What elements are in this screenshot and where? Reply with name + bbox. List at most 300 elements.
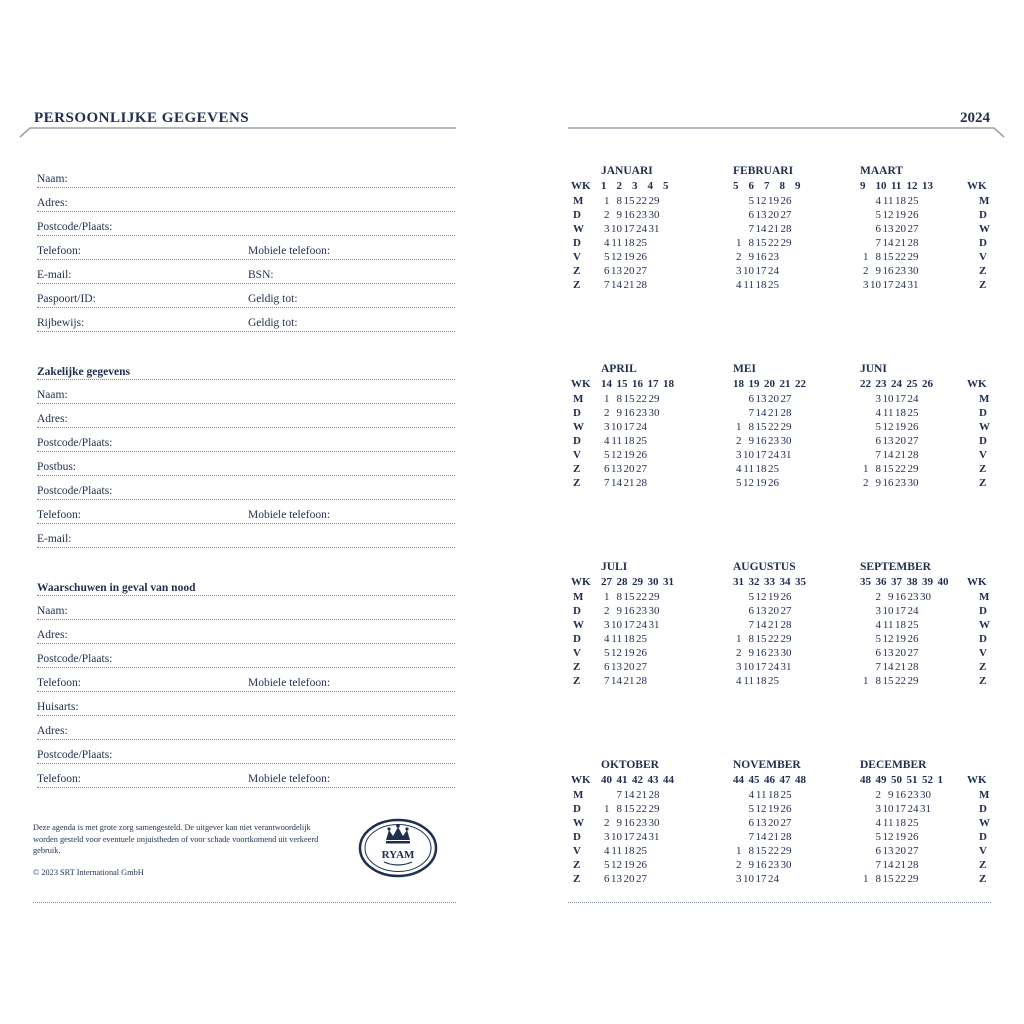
field-label: Postcode/Plaats:	[37, 653, 113, 665]
day-row	[597, 251, 660, 263]
day-number: 6	[875, 435, 881, 447]
week-number: 50	[891, 774, 902, 786]
day-number: 1	[736, 845, 742, 857]
day-row	[856, 195, 919, 207]
week-numbers	[601, 180, 679, 192]
day-number: 18	[623, 845, 635, 857]
form-field[interactable]	[37, 309, 455, 332]
day-number: 1	[736, 237, 742, 249]
day-number: 9	[875, 477, 881, 489]
day-number: 14	[882, 661, 894, 673]
day-number: 15	[755, 845, 767, 857]
week-number: 3	[632, 180, 638, 192]
field-label-secondary: Mobiele telefoon:	[248, 245, 331, 257]
week-number: 48	[860, 774, 871, 786]
form-field[interactable]	[37, 405, 455, 428]
week-number: 20	[764, 378, 775, 390]
form-field[interactable]	[37, 621, 455, 644]
day-number: 18	[623, 237, 635, 249]
day-row	[729, 633, 792, 645]
week-number: 39	[922, 576, 933, 588]
form-field[interactable]	[37, 669, 455, 692]
day-number: 7	[748, 619, 754, 631]
day-number: 30	[648, 817, 660, 829]
day-row	[856, 605, 931, 617]
day-number: 27	[780, 393, 792, 405]
day-number: 5	[875, 421, 881, 433]
day-number: 3	[736, 661, 742, 673]
day-number: 13	[755, 605, 767, 617]
week-numbers	[601, 378, 679, 390]
field-label: Postbus:	[37, 461, 76, 473]
day-number: 14	[755, 223, 767, 235]
day-row	[729, 463, 792, 475]
day-number: 22	[895, 463, 906, 475]
day-number: 22	[768, 845, 779, 857]
day-row	[597, 449, 660, 461]
week-number: 15	[616, 378, 628, 390]
day-number: 2	[736, 251, 742, 263]
day-number: 28	[780, 619, 792, 631]
day-number: 3	[875, 605, 881, 617]
day-number: 14	[755, 831, 767, 843]
day-row	[729, 279, 792, 291]
day-number: 28	[636, 477, 647, 489]
week-number: 31	[733, 576, 744, 588]
week-number: 14	[601, 378, 612, 390]
day-label: W	[573, 619, 584, 631]
day-number: 31	[780, 661, 792, 673]
day-number: 3	[863, 279, 869, 291]
field-label: Adres:	[37, 197, 68, 209]
day-label: Z	[573, 265, 581, 277]
day-number: 15	[755, 421, 767, 433]
day-number: 28	[780, 831, 792, 843]
week-number: 32	[748, 576, 760, 588]
day-number: 19	[768, 195, 779, 207]
week-number: 34	[779, 576, 791, 588]
day-number: 21	[768, 407, 779, 419]
day-number: 19	[623, 449, 635, 461]
day-number: 26	[768, 477, 779, 489]
month-title: MAART	[860, 165, 904, 177]
day-row	[597, 831, 660, 843]
day-row	[729, 195, 792, 207]
day-number: 25	[636, 845, 647, 857]
day-number: 2	[604, 817, 610, 829]
day-row	[597, 265, 660, 277]
day-row	[856, 675, 931, 687]
day-number: 22	[768, 237, 779, 249]
day-row	[856, 223, 919, 235]
day-label: M	[573, 195, 584, 207]
field-label: Huisarts:	[37, 701, 79, 713]
day-number: 27	[907, 435, 919, 447]
day-number: 9	[616, 605, 622, 617]
week-number: 4	[647, 180, 653, 192]
day-number: 29	[780, 421, 792, 433]
day-number: 11	[611, 845, 622, 857]
day-number: 25	[907, 817, 919, 829]
day-number: 22	[768, 633, 779, 645]
day-row	[729, 223, 792, 235]
day-number: 15	[623, 591, 635, 603]
day-row	[597, 859, 660, 871]
day-number: 16	[882, 477, 894, 489]
week-number: 44	[663, 774, 674, 786]
form-field[interactable]	[37, 765, 455, 788]
form-field[interactable]	[37, 597, 455, 620]
day-number: 15	[623, 393, 635, 405]
day-number: 23	[636, 209, 647, 221]
day-number: 25	[636, 435, 647, 447]
day-row	[729, 591, 792, 603]
day-row	[856, 647, 931, 659]
day-number: 23	[895, 265, 906, 277]
day-number: 26	[636, 859, 647, 871]
day-number: 2	[736, 435, 742, 447]
day-row	[729, 789, 792, 801]
header-rule-right	[566, 126, 1006, 138]
day-row	[729, 817, 792, 829]
day-number: 5	[748, 803, 754, 815]
day-number: 10	[882, 605, 894, 617]
day-number: 5	[875, 831, 881, 843]
day-row	[597, 209, 660, 221]
day-number: 21	[768, 619, 779, 631]
day-label: Z	[573, 463, 581, 475]
day-number: 4	[736, 675, 742, 687]
day-number: 19	[895, 421, 906, 433]
day-number: 20	[895, 223, 906, 235]
day-number: 18	[755, 675, 767, 687]
day-number: 7	[748, 407, 754, 419]
day-number: 16	[623, 407, 635, 419]
day-number: 21	[895, 661, 906, 673]
day-number: 1	[863, 463, 869, 475]
day-number: 31	[648, 831, 660, 843]
day-label: M	[979, 393, 990, 405]
day-label: D	[573, 209, 581, 221]
day-number: 18	[895, 407, 906, 419]
form-field[interactable]	[37, 261, 455, 284]
month-title: OKTOBER	[601, 759, 659, 771]
day-row	[729, 831, 792, 843]
day-row	[856, 661, 931, 673]
day-row	[597, 789, 660, 801]
day-number: 16	[623, 817, 635, 829]
week-number: 35	[860, 576, 871, 588]
day-label: V	[573, 647, 581, 659]
day-label: W	[573, 223, 584, 235]
day-number: 1	[604, 393, 610, 405]
day-label: D	[573, 605, 581, 617]
day-row	[856, 859, 931, 871]
logo-text: RYAM	[381, 849, 415, 861]
form-field[interactable]	[37, 429, 455, 452]
day-number: 24	[907, 605, 919, 617]
day-number: 31	[907, 279, 919, 291]
day-number: 27	[780, 209, 792, 221]
day-number: 5	[604, 449, 610, 461]
day-number: 25	[768, 279, 779, 291]
day-row	[729, 265, 792, 277]
day-label: Z	[979, 675, 987, 687]
day-number: 12	[882, 831, 894, 843]
day-number: 17	[755, 265, 767, 277]
week-label: WK	[967, 180, 987, 192]
day-number: 2	[875, 591, 881, 603]
week-number: 52	[922, 774, 933, 786]
form-field[interactable]	[37, 285, 455, 308]
form-field[interactable]	[37, 165, 455, 188]
day-label: D	[979, 237, 987, 249]
day-number: 2	[863, 265, 869, 277]
day-number: 8	[875, 675, 881, 687]
day-number: 19	[623, 859, 635, 871]
day-number: 19	[895, 633, 906, 645]
day-number: 31	[648, 223, 660, 235]
day-number: 9	[748, 859, 754, 871]
day-row	[729, 619, 792, 631]
week-label: WK	[571, 576, 591, 588]
week-number: 6	[748, 180, 754, 192]
week-number: 46	[764, 774, 775, 786]
day-label: D	[573, 803, 581, 815]
day-number: 14	[882, 449, 894, 461]
day-row	[597, 223, 660, 235]
day-row	[729, 237, 792, 249]
day-number: 25	[636, 237, 647, 249]
day-row	[856, 237, 919, 249]
day-row	[597, 477, 660, 489]
day-number: 29	[648, 803, 660, 815]
header-rule-left	[18, 126, 458, 138]
week-label: WK	[571, 180, 591, 192]
day-number: 28	[907, 449, 919, 461]
day-number: 24	[636, 421, 647, 433]
week-number: 49	[875, 774, 887, 786]
month-title: DECEMBER	[860, 759, 927, 771]
day-number: 22	[895, 675, 906, 687]
week-number: 33	[764, 576, 775, 588]
day-number: 22	[636, 803, 647, 815]
day-number: 6	[604, 463, 610, 475]
form-field[interactable]	[37, 189, 455, 212]
day-number: 1	[863, 873, 869, 885]
day-number: 6	[875, 845, 881, 857]
form-field[interactable]	[37, 693, 455, 716]
form-field[interactable]	[37, 381, 455, 404]
day-label: D	[979, 605, 987, 617]
day-number: 2	[736, 859, 742, 871]
day-number: 14	[755, 407, 767, 419]
day-number: 3	[875, 803, 881, 815]
day-number: 21	[623, 477, 635, 489]
month-title: SEPTEMBER	[860, 561, 931, 573]
field-label: Postcode/Plaats:	[37, 485, 113, 497]
day-number: 17	[755, 661, 767, 673]
day-number: 27	[907, 845, 919, 857]
day-label: V	[979, 647, 987, 659]
day-row	[856, 789, 931, 801]
day-label: V	[573, 251, 581, 263]
day-number: 22	[895, 251, 906, 263]
day-number: 20	[895, 845, 906, 857]
day-number: 3	[736, 265, 742, 277]
crown-icon	[386, 824, 410, 843]
form-field[interactable]	[37, 717, 455, 740]
day-number: 6	[604, 873, 610, 885]
month-title: MEI	[733, 363, 756, 375]
day-number: 23	[636, 407, 647, 419]
day-number: 2	[604, 605, 610, 617]
day-number: 23	[907, 789, 919, 801]
day-number: 23	[636, 605, 647, 617]
day-number: 28	[780, 407, 792, 419]
day-number: 24	[636, 619, 647, 631]
week-number: 5	[733, 180, 739, 192]
week-number: 11	[891, 180, 902, 192]
day-number: 24	[768, 873, 779, 885]
form-field[interactable]	[37, 213, 455, 236]
day-number: 24	[768, 449, 779, 461]
day-number: 5	[748, 591, 754, 603]
day-number: 28	[636, 279, 647, 291]
day-label: M	[573, 393, 584, 405]
week-number: 16	[632, 378, 643, 390]
form-field[interactable]	[37, 525, 455, 548]
week-number: 37	[891, 576, 902, 588]
form-field[interactable]	[37, 237, 455, 260]
field-label: Telefoon:	[37, 509, 81, 521]
week-number: 29	[632, 576, 643, 588]
day-row	[597, 407, 660, 419]
day-number: 31	[648, 619, 660, 631]
day-number: 13	[611, 463, 622, 475]
week-number: 43	[647, 774, 659, 786]
day-number: 4	[604, 633, 610, 645]
week-number: 19	[748, 378, 760, 390]
week-number: 5	[663, 180, 669, 192]
week-number: 28	[616, 576, 628, 588]
week-numbers	[733, 180, 811, 192]
day-row	[856, 279, 919, 291]
field-label: Postcode/Plaats:	[37, 221, 113, 233]
day-label: Z	[573, 873, 581, 885]
day-number: 27	[636, 661, 647, 673]
day-number: 12	[882, 633, 894, 645]
field-label: Postcode/Plaats:	[37, 749, 113, 761]
week-number: 48	[795, 774, 806, 786]
day-number: 12	[882, 421, 894, 433]
day-number: 16	[755, 435, 767, 447]
day-number: 7	[748, 223, 754, 235]
day-number: 6	[604, 661, 610, 673]
day-number: 4	[748, 789, 754, 801]
day-number: 27	[907, 647, 919, 659]
day-number: 26	[636, 449, 647, 461]
day-number: 7	[748, 831, 754, 843]
day-label: D	[979, 633, 987, 645]
day-label: D	[979, 803, 987, 815]
day-number: 4	[604, 435, 610, 447]
day-number: 9	[616, 209, 622, 221]
week-numbers	[733, 378, 811, 390]
day-number: 22	[895, 873, 906, 885]
week-number: 41	[616, 774, 628, 786]
day-number: 19	[895, 209, 906, 221]
day-number: 7	[604, 675, 610, 687]
day-number: 21	[623, 279, 635, 291]
field-label: Adres:	[37, 629, 68, 641]
day-number: 30	[780, 859, 792, 871]
day-number: 26	[907, 633, 919, 645]
day-row	[856, 449, 919, 461]
day-number: 12	[611, 647, 622, 659]
day-number: 18	[623, 633, 635, 645]
day-number: 3	[604, 619, 610, 631]
day-number: 2	[604, 407, 610, 419]
day-number: 16	[623, 605, 635, 617]
day-number: 27	[780, 605, 792, 617]
day-row	[856, 251, 919, 263]
week-number: 47	[779, 774, 791, 786]
field-label-secondary: Mobiele telefoon:	[248, 509, 331, 521]
day-number: 15	[882, 251, 894, 263]
day-number: 23	[768, 435, 779, 447]
day-label: W	[573, 817, 584, 829]
day-number: 21	[895, 237, 906, 249]
form-field[interactable]	[37, 477, 455, 500]
day-row	[597, 195, 660, 207]
day-number: 8	[875, 463, 881, 475]
day-row	[856, 845, 931, 857]
day-number: 11	[743, 675, 754, 687]
day-number: 1	[736, 633, 742, 645]
day-number: 22	[636, 591, 647, 603]
form-field[interactable]	[37, 501, 455, 524]
day-number: 30	[780, 435, 792, 447]
week-number: 22	[795, 378, 806, 390]
day-number: 27	[636, 265, 647, 277]
form-field[interactable]	[37, 741, 455, 764]
form-field[interactable]	[37, 645, 455, 668]
day-number: 26	[907, 831, 919, 843]
day-number: 20	[768, 393, 779, 405]
week-number: 36	[875, 576, 887, 588]
week-numbers	[601, 774, 679, 786]
day-number: 11	[743, 279, 754, 291]
day-number: 22	[636, 393, 647, 405]
day-number: 21	[623, 675, 635, 687]
day-number: 14	[611, 477, 622, 489]
field-label: Rijbewijs:	[37, 317, 85, 329]
day-number: 12	[743, 477, 754, 489]
disclaimer-text: Deze agenda is met grote zorg samengesteld. De uitgever kan niet verantwoordelijk worden gesteld voor eventuele onjuistheden of voor schade voortkomend uit verkeerd gebruik.	[33, 823, 319, 855]
day-number: 12	[755, 195, 767, 207]
day-number: 24	[907, 393, 919, 405]
day-number: 19	[623, 251, 635, 263]
form-field[interactable]	[37, 453, 455, 476]
day-number: 24	[907, 803, 919, 815]
day-number: 27	[636, 873, 647, 885]
day-number: 24	[768, 661, 779, 673]
day-number: 12	[611, 251, 622, 263]
day-number: 13	[882, 647, 894, 659]
day-row	[729, 477, 792, 489]
field-label: Naam:	[37, 389, 68, 401]
